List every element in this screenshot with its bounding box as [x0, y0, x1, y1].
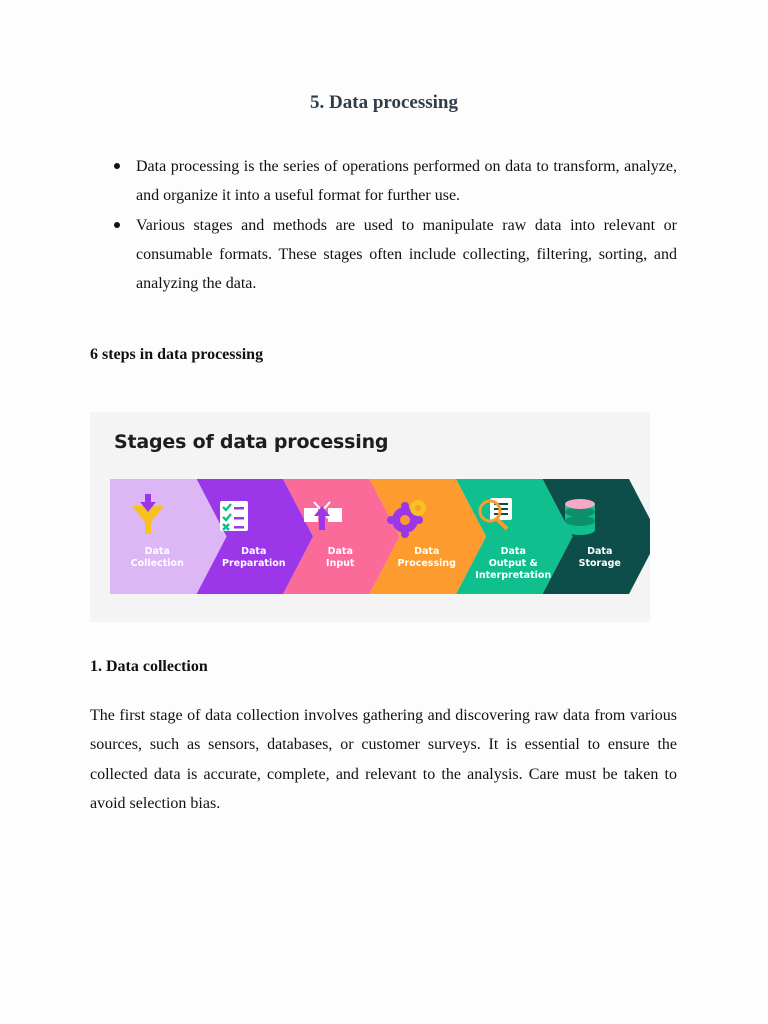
stage-label: Data Collection: [130, 546, 184, 569]
database-icon: [565, 499, 595, 535]
collection-paragraph: The first stage of data collection involves gathering and discovering raw data from various sources, such as sensors, databases, or customer surveys. It is essential to ensure the collected data is accurate, complete, and relevant to the analysis. Care must be taken to avoid selection bias.: [90, 707, 677, 812]
stage-label: Data Processing: [397, 546, 456, 569]
stage-label: Data Output & Interpretation: [475, 546, 552, 581]
bullet-item: Various stages and methods are used to manipulate raw data into relevant or consumable formats. These stages often include collecting, filtering, sorting, and analyzing the data.: [136, 211, 677, 299]
stages-figure: [90, 412, 650, 622]
stage-label: Data Input: [326, 546, 355, 569]
stage-label: Data Preparation: [222, 546, 286, 569]
stage-label: Data Storage: [578, 546, 621, 569]
bullet-list: [90, 152, 677, 298]
stages-diagram: [90, 412, 650, 622]
section-title: 5. Data processing: [310, 92, 458, 113]
steps-heading: 6 steps in data processing: [90, 346, 264, 363]
collection-heading: 1. Data collection: [90, 658, 208, 675]
bullet-item: Data processing is the series of operations performed on data to transform, analyze, and organize it into a useful format for further use.: [136, 152, 677, 211]
checklist-icon: [220, 501, 248, 531]
figure-title: Stages of data processing: [114, 431, 389, 453]
